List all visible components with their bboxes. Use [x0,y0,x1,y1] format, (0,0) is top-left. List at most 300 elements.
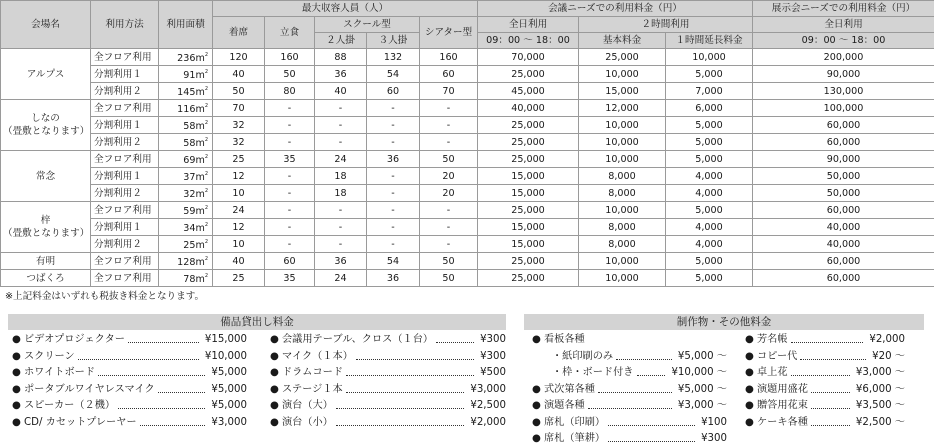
item-name: ホワイトボード [24,365,95,382]
header-standing: 立食 [265,17,315,49]
header-seated: 着席 [213,17,265,49]
price-list-item [12,398,247,415]
item-price: ¥300 [480,349,506,366]
dotted-leader [608,441,695,442]
price-cell: 8,000 [579,168,666,185]
price-cell: 40,000 [478,100,579,117]
production-title: 制作物・その他料金 [524,314,924,330]
price-cell: 25,000 [478,202,579,219]
capacity-cell: - [367,185,420,202]
dotted-leader [637,375,665,376]
price-cell: 5,000 [666,253,753,270]
price-cell: 40,000 [753,219,934,236]
capacity-cell: - [420,202,478,219]
price-cell: 10,000 [579,134,666,151]
price-cell: 130,000 [753,83,934,100]
item-price: ¥5,000 〜 [678,349,727,366]
area-unit-sup: 2 [205,273,208,279]
venue-name-cell: しなの （畳敷となります） [1,100,91,151]
table-row [1,253,934,270]
item-price: ¥6,000 〜 [856,382,905,399]
bullet-icon: ● [12,415,21,432]
item-name: 会議用テーブル、クロス（１台） [282,332,433,349]
item-name: ケーキ各種 [757,415,808,432]
table-row [1,185,934,202]
bullet-icon: ● [270,349,279,366]
item-name: スクリーン [24,349,75,366]
capacity-cell: - [420,219,478,236]
tax-note: ※上記料金はいずれも税抜き料金となります。 [5,288,204,302]
price-list-item [12,415,247,432]
price-cell: 25,000 [478,151,579,168]
header-twohour: ２時間利用 [579,17,753,33]
method-cell: 全フロア利用 [91,270,159,287]
item-name: マイク（１本） [282,349,353,366]
bullet-icon: ● [270,332,279,349]
venue-name-cell: アルプス [1,49,91,100]
capacity-cell: - [420,134,478,151]
venue-name-cell: 梓 （畳敷となります） [1,202,91,253]
capacity-cell: 24 [315,270,367,287]
method-cell: 全フロア利用 [91,202,159,219]
area-unit-sup: 2 [205,205,208,211]
capacity-cell: 24 [213,202,265,219]
capacity-cell: 20 [420,168,478,185]
capacity-cell: - [367,219,420,236]
price-cell: 60,000 [753,253,934,270]
price-cell: 4,000 [666,236,753,253]
capacity-cell: 36 [367,270,420,287]
capacity-cell: - [367,202,420,219]
price-cell: 25,000 [478,253,579,270]
price-cell: 5,000 [666,202,753,219]
equipment-list-left [12,332,247,431]
area-cell: $91m^2$ [159,66,213,83]
capacity-cell: 160 [265,49,315,66]
item-name: ビデオプロジェクター [24,332,125,349]
method-cell: 分割利用１ [91,219,159,236]
price-cell: 15,000 [478,219,579,236]
price-list-item [270,398,506,415]
dotted-leader [98,375,205,376]
item-price: ¥5,000 [211,398,247,415]
price-list-item [532,349,727,366]
price-list-item [745,398,905,415]
method-cell: 全フロア利用 [91,100,159,117]
capacity-cell: 54 [367,253,420,270]
table-row [1,83,934,100]
dotted-leader [336,408,464,409]
area-unit-sup: 2 [205,103,208,109]
price-cell: 5,000 [666,117,753,134]
bullet-icon: ● [532,415,541,432]
bullet-icon: ● [745,398,754,415]
header-area: 利用面積 [159,1,213,49]
item-name: 芳名帳 [757,332,788,349]
dotted-leader [356,359,474,360]
price-list-item [270,382,506,399]
header-school-3: ３人掛 [367,33,420,49]
item-name: 式次第各種 [544,382,595,399]
dotted-leader [346,392,464,393]
area-unit-sup: 2 [205,120,208,126]
price-cell: 15,000 [478,168,579,185]
header-school: スクール型 [315,17,420,33]
capacity-cell: 18 [315,185,367,202]
capacity-cell: - [265,219,315,236]
area-cell: $37m^2$ [159,168,213,185]
area-unit-sup: 2 [205,171,208,177]
capacity-cell: 70 [213,100,265,117]
header-ex-fullday: 全日利用 [753,17,934,33]
method-cell: 全フロア利用 [91,253,159,270]
header-theater: シアター型 [420,17,478,49]
item-price: ¥2,000 [869,332,905,349]
dotted-leader [800,359,866,360]
item-name: 贈答用花束 [757,398,808,415]
bullet-icon: ● [745,365,754,382]
area-cell: $78m^2$ [159,270,213,287]
area-unit-sup: 2 [205,256,208,262]
table-row [1,66,934,83]
bullet-icon: ● [745,415,754,432]
bullet-icon: ● [270,398,279,415]
item-price: ¥15,000 [205,332,247,349]
header-base: 基本料金 [579,33,666,49]
item-name: 演題用盛花 [757,382,808,399]
capacity-cell: 60 [367,83,420,100]
area-cell: $145m^2$ [159,83,213,100]
header-ext: １時間延長料金 [666,33,753,49]
capacity-cell: 50 [265,66,315,83]
table-row [1,100,934,117]
item-name: ポータブルワイヤレスマイク [24,382,155,399]
dotted-leader [118,408,205,409]
item-name: 席札（筆耕） [544,431,605,448]
dotted-leader [598,392,672,393]
price-cell: 25,000 [579,49,666,66]
capacity-cell: - [420,100,478,117]
price-cell: 70,000 [478,49,579,66]
price-cell: 25,000 [478,117,579,134]
bullet-icon: ● [532,382,541,399]
price-list-item [12,332,247,349]
price-cell: 10,000 [666,49,753,66]
dotted-leader [78,359,199,360]
table-row [1,151,934,168]
capacity-cell: 40 [213,66,265,83]
price-cell: 12,000 [579,100,666,117]
method-cell: 分割利用２ [91,83,159,100]
area-unit-sup: 2 [205,239,208,245]
price-cell: 50,000 [753,168,934,185]
capacity-cell: 12 [213,168,265,185]
price-cell: 15,000 [478,185,579,202]
area-unit-sup: 2 [205,222,208,228]
header-fullday-hours: 09：00 〜 18：00 [478,33,579,49]
item-price: ¥2,500 [470,398,506,415]
capacity-cell: - [265,202,315,219]
method-cell: 分割利用２ [91,134,159,151]
bullet-icon: ● [532,398,541,415]
item-price: ¥500 [480,365,506,382]
dotted-leader [811,408,850,409]
price-cell: 100,000 [753,100,934,117]
rate-table-body [1,49,934,287]
equipment-list-right [270,332,506,431]
capacity-cell: - [367,100,420,117]
item-price: ¥2,000 [470,415,506,432]
item-price: ¥3,000 [211,415,247,432]
price-list-item [270,349,506,366]
area-unit-sup: 2 [205,188,208,194]
capacity-cell: 12 [213,219,265,236]
price-list-item [745,365,905,382]
table-row [1,117,934,134]
bullet-icon: ● [12,382,21,399]
bullet-icon: ● [745,349,754,366]
area-unit-sup: 2 [205,86,208,92]
table-row [1,219,934,236]
price-cell: 10,000 [579,253,666,270]
capacity-cell: 80 [265,83,315,100]
header-exhibit: 展示会ニーズでの利用料金（円） [753,1,934,17]
dotted-leader [616,359,672,360]
item-name: 卓上花 [757,365,788,382]
price-cell: 10,000 [579,151,666,168]
item-name: 演台（小） [282,415,333,432]
price-cell: 25,000 [478,66,579,83]
capacity-cell: - [265,134,315,151]
method-cell: 分割利用１ [91,66,159,83]
table-row [1,202,934,219]
price-cell: 25,000 [478,270,579,287]
price-cell: 60,000 [753,202,934,219]
capacity-cell: 24 [315,151,367,168]
price-cell: 5,000 [666,134,753,151]
capacity-cell: - [315,236,367,253]
item-price: ¥20 〜 [872,349,905,366]
area-cell: $32m^2$ [159,185,213,202]
price-cell: 4,000 [666,219,753,236]
area-unit-sup: 2 [205,154,208,160]
capacity-cell: 18 [315,168,367,185]
header-ex-hours: 09：00 〜 18：00 [753,33,934,49]
item-price: ¥300 [480,332,506,349]
price-list-item [745,349,905,366]
bullet-icon: ● [12,365,21,382]
header-school-2: ２人掛 [315,33,367,49]
price-cell: 60,000 [753,117,934,134]
item-name: コピー代 [757,349,797,366]
capacity-cell: 10 [213,236,265,253]
item-price: ¥5,000 〜 [678,382,727,399]
item-price: ¥3,000 〜 [678,398,727,415]
capacity-cell: - [315,134,367,151]
capacity-cell: - [315,219,367,236]
item-price: ¥3,000 〜 [856,365,905,382]
price-cell: 7,000 [666,83,753,100]
capacity-cell: 36 [367,151,420,168]
capacity-cell: 32 [213,117,265,134]
capacity-cell: - [367,117,420,134]
item-price: ¥5,000 [211,365,247,382]
price-cell: 200,000 [753,49,934,66]
item-price: ¥100 [701,415,727,432]
price-cell: 8,000 [579,236,666,253]
dotted-leader [811,392,850,393]
price-cell: 60,000 [753,270,934,287]
price-list-item [12,365,247,382]
price-cell: 90,000 [753,66,934,83]
dotted-leader [346,375,474,376]
capacity-cell: 88 [315,49,367,66]
capacity-cell: 35 [265,151,315,168]
production-list-right [745,332,905,431]
item-name: 看板各種 [544,332,585,349]
price-list-item [745,332,905,349]
bullet-icon: ● [12,332,21,349]
capacity-cell: - [315,202,367,219]
capacity-cell: 132 [367,49,420,66]
item-price: ¥3,500 〜 [856,398,905,415]
area-cell: $116m^2$ [159,100,213,117]
capacity-cell: 25 [213,270,265,287]
capacity-cell: 70 [420,83,478,100]
venue-name-cell: 常念 [1,151,91,202]
venue-name-cell: 有明 [1,253,91,270]
price-list-item [12,382,247,399]
capacity-cell: 32 [213,134,265,151]
item-name: 演台（大） [282,398,333,415]
bullet-icon: ● [270,415,279,432]
capacity-cell: 36 [315,253,367,270]
capacity-cell: 120 [213,49,265,66]
price-list-item [532,398,727,415]
bullet-icon: ● [745,332,754,349]
capacity-cell: - [420,117,478,134]
price-cell: 5,000 [666,66,753,83]
price-list-item [532,382,727,399]
capacity-cell: 54 [367,66,420,83]
bullet-icon: ● [270,382,279,399]
dotted-leader [608,425,695,426]
capacity-cell: - [265,168,315,185]
dotted-leader [140,425,205,426]
price-cell: 6,000 [666,100,753,117]
price-cell: 4,000 [666,185,753,202]
capacity-cell: 160 [420,49,478,66]
capacity-cell: 25 [213,151,265,168]
price-list-item [270,332,506,349]
price-cell: 10,000 [579,117,666,134]
price-cell: 40,000 [753,236,934,253]
capacity-cell: 20 [420,185,478,202]
capacity-cell: - [315,117,367,134]
price-cell: 4,000 [666,168,753,185]
area-unit-sup: 2 [205,137,208,143]
header-capacity: 最大収容人員（人） [213,1,478,17]
price-cell: 25,000 [478,134,579,151]
area-cell: $58m^2$ [159,134,213,151]
price-list-item [532,431,727,448]
capacity-cell: - [265,185,315,202]
area-cell: $59m^2$ [159,202,213,219]
price-list-item [532,365,727,382]
item-price: ¥2,500 〜 [856,415,905,432]
price-list-item [270,415,506,432]
price-cell: 8,000 [579,185,666,202]
header-meeting: 会議ニーズでの利用料金（円） [478,1,753,17]
header-venue: 会場名 [1,1,91,49]
equipment-title: 備品貸出し料金 [8,314,506,330]
price-cell: 60,000 [753,134,934,151]
price-cell: 5,000 [666,270,753,287]
method-cell: 全フロア利用 [91,151,159,168]
item-price: ¥300 [701,431,727,448]
area-cell: $25m^2$ [159,236,213,253]
capacity-cell: 10 [213,185,265,202]
area-cell: $236m^2$ [159,49,213,66]
capacity-cell: 40 [315,83,367,100]
method-cell: 分割利用２ [91,185,159,202]
capacity-cell: 50 [420,151,478,168]
dotted-leader [791,375,850,376]
bullet-icon: ● [12,349,21,366]
dotted-leader [811,425,850,426]
dotted-leader [588,408,672,409]
bullet-icon: ● [532,431,541,448]
capacity-cell: - [265,236,315,253]
capacity-cell: 60 [265,253,315,270]
capacity-cell: 50 [420,270,478,287]
item-name: ステージ１本 [282,382,343,399]
price-cell: 15,000 [478,236,579,253]
table-row [1,134,934,151]
price-list-item [12,349,247,366]
venue-name-cell: つばくろ [1,270,91,287]
dotted-leader [128,342,199,343]
bullet-icon: ● [532,332,541,349]
price-cell: 10,000 [579,202,666,219]
dotted-leader [336,425,464,426]
item-name: 演題各種 [544,398,585,415]
bullet-icon: ● [745,382,754,399]
price-list-item [532,415,727,432]
method-cell: 分割利用１ [91,117,159,134]
bullet-icon: ● [12,398,21,415]
item-name: ・紙印刷のみ [552,349,613,366]
price-cell: 45,000 [478,83,579,100]
header-fullday: 全日利用 [478,17,579,33]
area-cell: $69m^2$ [159,151,213,168]
table-row [1,270,934,287]
price-cell: 10,000 [579,270,666,287]
area-cell: $34m^2$ [159,219,213,236]
price-cell: 5,000 [666,151,753,168]
capacity-cell: - [265,100,315,117]
production-list-left [532,332,727,448]
table-row [1,236,934,253]
method-cell: 全フロア利用 [91,49,159,66]
area-unit-sup: 2 [205,52,208,58]
price-cell: 8,000 [579,219,666,236]
capacity-cell: - [265,117,315,134]
area-cell: $58m^2$ [159,117,213,134]
item-name: 席札（印刷） [544,415,605,432]
capacity-cell: - [315,100,367,117]
capacity-cell: - [367,134,420,151]
